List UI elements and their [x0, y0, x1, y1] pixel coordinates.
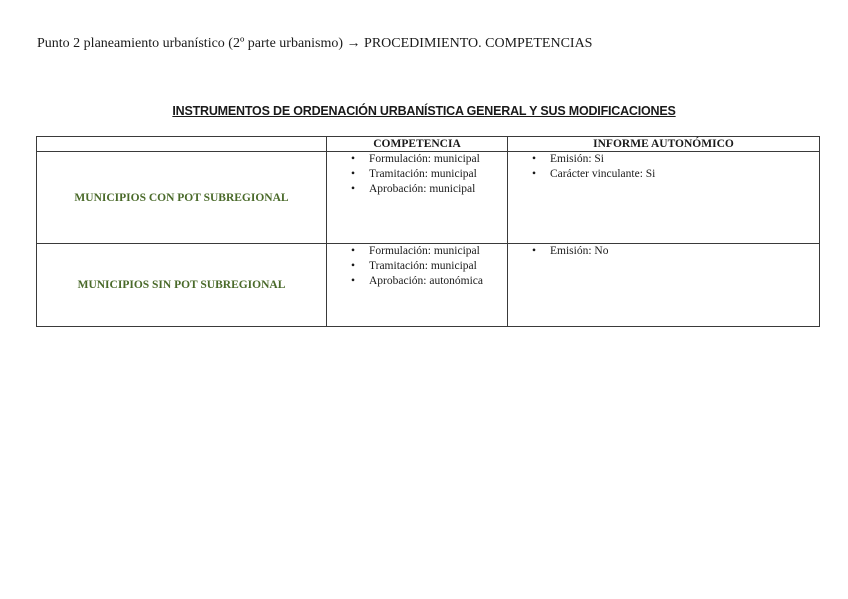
table-row: [37, 152, 820, 244]
list-item: [327, 274, 507, 289]
column-header-competencia: COMPETENCIA: [327, 137, 508, 152]
list-item-text: Aprobación: municipal: [369, 183, 476, 195]
list-item-text: Carácter vinculante: Si: [550, 168, 656, 180]
row-label: MUNICIPIOS SIN POT SUBREGIONAL: [37, 244, 327, 327]
list-item: [508, 152, 819, 167]
document-header: Punto 2 planeamiento urbanístico (2º parte urbanismo) → PROCEDIMIENTO. COMPETENCIAS: [37, 36, 593, 51]
bullet-icon: •: [532, 245, 537, 257]
list-item: [327, 182, 507, 197]
list-item-text: Aprobación: autonómica: [369, 275, 484, 287]
list-item: [327, 259, 507, 274]
competencia-cell: [327, 152, 508, 244]
list-item: [327, 244, 507, 259]
informe-list: [508, 244, 819, 259]
row-label: MUNICIPIOS CON POT SUBREGIONAL: [37, 152, 327, 244]
list-item-text: Formulación: municipal: [369, 245, 480, 257]
list-item: [327, 152, 507, 167]
list-item: [508, 167, 819, 182]
list-item-text: Emisión: No: [550, 245, 609, 257]
informe-list: [508, 152, 819, 182]
list-item-text: Emisión: Si: [550, 153, 604, 165]
bullet-icon: •: [351, 183, 356, 195]
bullet-icon: •: [351, 275, 356, 287]
informe-cell: [508, 152, 820, 244]
bullet-icon: •: [532, 153, 537, 165]
bullet-icon: •: [532, 168, 537, 180]
column-header-empty: [37, 137, 327, 152]
table-header-row: [37, 137, 820, 152]
bullet-icon: •: [351, 168, 356, 180]
document-title: INSTRUMENTOS DE ORDENACIÓN URBANÍSTICA GENERAL Y SUS MODIFICACIONES: [172, 104, 676, 118]
list-item-text: Formulación: municipal: [369, 153, 480, 165]
bullet-icon: •: [351, 245, 356, 257]
list-item-text: Tramitación: municipal: [369, 168, 477, 180]
list-item-text: Tramitación: municipal: [369, 260, 477, 272]
competencia-cell: [327, 244, 508, 327]
list-item: [508, 244, 819, 259]
competencias-table: [36, 136, 820, 327]
competencia-list: [327, 244, 507, 289]
competencia-list: [327, 152, 507, 197]
list-item: [327, 167, 507, 182]
bullet-icon: •: [351, 153, 356, 165]
informe-cell: [508, 244, 820, 327]
bullet-icon: •: [351, 260, 356, 272]
table-row: [37, 244, 820, 327]
column-header-informe: INFORME AUTONÓMICO: [508, 137, 820, 152]
